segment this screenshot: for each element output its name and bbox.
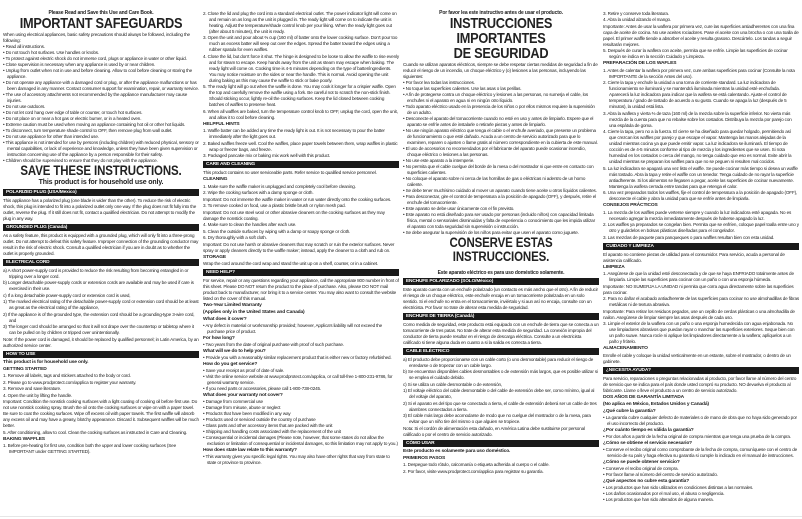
paragraph: Wrap the cord around the cord wrap and stand the unit up on a shelf, counter, or in a cabinet. (203, 261, 379, 266)
numbered-item: 4. Open the unit by lifting the handle. (3, 392, 72, 398)
numbered-item: 2. Please go to www.prodprotect.com/applica to register your warranty. (3, 379, 137, 385)
numbered-item: 1. Waffle batter can be added any time the ready light is out. It is not necessary to pour the batter immediately after the light goes out. (203, 128, 385, 139)
numbered-item: 6. Una vez preparados todos los waffles, fije el control de temperatura a la posición de apagado (OFF), desconecte el cable y abra la unidad para que se enfríe antes de limpiarla. (603, 190, 798, 201)
numbered-item: a) El producto debe proporcionarse con un cable corto (o uno desmontable) para reducir el riesgo de enredarse o de tropezar con un cable largo. (403, 356, 594, 368)
section-header: CARE AND CLEANING (203, 161, 399, 168)
subheading: This product is for household use only. (3, 359, 89, 365)
numbered-item: 1. Make sure the waffle maker is unplugged and completely cool before cleaning. (203, 183, 356, 189)
numbered-item: 3) El cable más largo debe acomodarse de modo que no cuelgue del mostrador o de la mesa, para evitar que un niño tire del mismo o que alguien se tropiece. (403, 413, 591, 424)
subheading: CONSEJOS PRÁCTICOS (603, 203, 658, 208)
numbered-item: 1. Antes de calentar la waflera por primera vez, cure ambas superficies para cocinar (Consulte la nota IMPORTANTE de la sección Antes del uso). (603, 67, 795, 79)
subheading: Two-Year Limited Warranty (203, 303, 262, 308)
bullet-item: • Read all instructions. (3, 43, 45, 49)
column-spanish-usage-warranty (603, 10, 799, 503)
subheading: CLEANING (203, 177, 228, 182)
paragraph: For service, repair or any questions regarding your appliance, call the appropriate 800 number in front of this sheet. Please DO NOT return the product to the place of purchase. Also, please DO NOT mail product back to manufacturer, nor bring it to a service center. You may also want to consult the website listed on the cover of this manual. (203, 278, 399, 301)
subheading: (No aplica en México, Estados Unidos y Canadá) (603, 401, 709, 407)
bullet-item: • Any defect in material or workmanship provided; however, Applica's liability will not exceed the purchase price of product. (203, 323, 383, 334)
save-instructions-banner: SAVE THESE INSTRUCTIONS. (20, 162, 182, 178)
numbered-item: 6. Dry thoroughly with a soft cloth. (203, 235, 267, 240)
numbered-item: 4. Close the lid, but don't force it shut. The hinge is designed to be loose to allow the waffle to rise evenly and for steam to escape. Keep hands away from the unit as steam may escape when baking. The ready light will come on. Cooking time is 4-5 minutes depending on the type of batter/ingredients. You may notice moisture on the sides or near the handle. This is normal. Avoid opening the unit during baking as this may cause the waffle to stick or bake poorly. (203, 53, 400, 83)
bullet-item: • Por favor lea todas las instrucciones. (403, 79, 475, 85)
bullet-item: • Shipping and handling costs associated with the replacement of the unit (203, 429, 341, 434)
bullet-item: • Conserve el recibo original como comprobante de la fecha de compra, comuníquese con el centro de servicio de su país y haga efectiva su garantía si cumple lo indicado en el manual de instrucciones. (603, 446, 797, 458)
bullet-item: • The use of accessory attachments not recommended by the appliance manufacturer may cause injuries. (3, 91, 188, 103)
subheading: LIMPIEZA (603, 264, 625, 270)
section-header: POLARIZED PLUG (USA/Mexico) (3, 189, 199, 196)
subheading: ¿Cómo se puede obtener servicio? (603, 459, 680, 465)
numbered-item: 3) The longer cord should be arranged so that it will not drape over the countertop or tabletop where it can be pulled on by children or tripped over unintentionally. (3, 324, 194, 335)
numbered-item: b) Se encuentran disponibles cables desmontables o de extensión más largos, que es posible utilizar si se emplea el cuidado debido. (403, 369, 598, 380)
section-header: ¿NECESITA AYUDA? (603, 367, 799, 374)
paragraph: Important: Do not use harsh or abrasive cleaners that may scratch or ruin the exterior surfaces. Never spray or apply cleaners directly to the waffle maker; instead, apply the cleaner to a cloth and rub on. (203, 241, 395, 253)
column-english-safeguards (3, 4, 199, 455)
bullet-item: • To protect against electric shock do not immerse cord, plugs or appliance in water or other liquid. (3, 55, 187, 61)
section-header: ELECTRICAL CORD (3, 259, 199, 266)
numbered-item: 5. The ready light will go out when the waffle is done. You may cook it longer for a crispier waffle. Open the top and carefully remove the waffle using a fork. Be careful not to scratch the non-stick finish. Should sticking occur, lightly re-oil the cooking surfaces. Keep the lid closed between cooking batches of waffles to preserve heat. (203, 84, 396, 107)
numbered-item: 2. Para no dañar el acabado antiadherente de las superficies para cocinar no use almohadillas de fibras metálicas ni de textura abrasiva. (603, 296, 799, 307)
bullet-item: • No use este aparato a la intemperie. (403, 157, 475, 163)
numbered-item: 2. Wipe the cooking surfaces with a damp sponge or cloth. (203, 190, 314, 195)
subheading: For how long? (203, 336, 235, 341)
section-header: CUIDADO Y LIMPIEZA (603, 243, 799, 250)
bullet-item: • To disconnect, turn temperature shade control to OFF, then remove plug from wall outlet. (3, 127, 173, 133)
numbered-item: 5. After conditioning, allow to cool. Clean the cooking surfaces as instructed in Care and Cleaning. (3, 429, 188, 435)
paragraph: El aparato no contiene piezas de utilidad para el consumidor. Para servicio, acuda a personal de asistencia calificado. (603, 251, 785, 263)
bullet-item: • No use ningún aparato eléctrico que tenga el cable o el enchufe averiado, que presente un problema de funcionamiento o que esté dañado. Acuda a un centro de servicio autorizado para que lo examinen, reparen o ajusten o llame gratis al número correspondiente en la cubierta de este manual. (403, 127, 598, 145)
paragraph: Como medida de seguridad, este producto está equipado con un enchufe de tierra que se conecta a un tomacorriente de tres patas. No trate de alterar esta medida de seguridad. La conexión impropia del conductor de tierra puede resultar en el riesgo de descarga eléctrica. Consulte a un electricista calificado si tiene alguna duda en cuanto a si la salida es correcta a tierra. (403, 321, 599, 345)
subheading: What does it cover? (203, 317, 247, 322)
bullet-item: • La garantía cubre cualquier defecto de materiales o de mano de obra que no haya sido generado por el uso incorrecto del producto. (603, 414, 797, 426)
paragraph: Para servicio, reparaciones o preguntas relacionadas al producto, por favor llame al número del centro de servicio que se indica para el país donde usted compró su producto. NO devuelva el producto al fabricante. Llame o lleve el producto a un centro de servicio autorizado. (603, 375, 797, 393)
subheading: ¿Por cuánto tiempo es válida la garantía? (603, 427, 694, 433)
numbered-item: a) A short power-supply cord is provided to reduce the risk resulting from becoming entangled in or tripping over a longer cord. (3, 267, 189, 279)
paragraph: Important: Do not immerse the waffle maker in water or run water directly onto the cooking surfaces. (203, 196, 392, 202)
bullet-item: • Consequential or incidental damages (Please note, however, that some states do not allow the exclusion or limitation of consequential or incidental damages, so this limitation may not apply to you.) (203, 435, 398, 446)
bullet-item: • Todo aparato eléctrico usado en la presencia de los niños o por ellos mismos requiere la supervisión de un adulto. (403, 103, 595, 115)
bullet-item: • Por dos años a partir de la fecha original de compra mientras que tenga una prueba de la compra. (603, 433, 791, 439)
bullet-item: • Este aparato no está diseñado para ser usado por personas (incluido niños) con capacidad limitada física, mental o sensoriales disminuidas y falta de experiencia o conocimiento que les impida utilizar el aparato con toda seguridad sin supervisión o instrucción. (403, 211, 595, 229)
numbered-item: 1) El voltaje eléctrico del cable desmontable o del cable de extensión debe ser, como mínimo, igual al del voltaje del aparato, (403, 388, 595, 399)
bullet-item: • Damage from commercial use (203, 399, 263, 404)
numbered-item: 4. Cierre la tapa, pero no a la fuerza. El cierre se ha diseñado para quedar holgado, permitiendo así que crezcan los waffles por parejo y que escape el vapor. Mantenga las manos alejadas de la unidad mientras cocina ya que puede emitir vapor. La luz indicadora se iluminará. El tiempo de cocción es de 4-5 minutos conforme al tipo de mezcla y los ingredientes que se usen. Si nota humedad en los costados o cerca del mango, no tenga cuidado que eso es normal. Evite abrir la unidad mientras se preparan los waffles para que no se peguen ni resulten mal cocidos. (603, 129, 792, 164)
subtitle: Please Read and Save this Use and Care Book. (48, 10, 154, 16)
paragraph: As a safety feature, this product is equipped with a grounded plug, which will only fit into a three-prong outlet. Do not attempt to defeat this safety feature. Improper connection of the grounding conductor may result in the risk of electric shock. Consult a qualified electrician if you are in doubt as to whether the outlet is properly grounded. (3, 232, 199, 256)
numbered-item: 3. Packaged pancake mix or baking mix work well with this product. (203, 153, 331, 158)
numbered-item: 3. Retire y conserve toda literatura. (603, 10, 669, 16)
bullet-item: • No coloque el aparato sobre ni cerca de las hornillas de gas o eléctricas ni adentro de un horno caliente. (403, 175, 586, 187)
numbered-item: 5. Después de curar la waflera con aceite, permita que se enfríe. Limpie las superficies de cocinar según se indica en la sección Cuidado y Limpieza. (603, 48, 788, 59)
column-english-usage-warranty (203, 10, 399, 466)
paragraph: Importante: NO SUMERJA LA UNIDAD ni permita que corra agua directamente sobre las superficies para cocinar. (603, 283, 794, 295)
paragraph: Nota: Si el cordón de alimentación esta dañado, en América Latina debe sustituirse por personal calificado o por el centro de servicio autorizado. (403, 425, 585, 437)
paragraph: Importante: Antes de usar la waflera por primera vez, cure las superficies antiadherentes con una fina capa de aceite de cocina. No use aceites rociadores. Pase el aceite con una brocha o con una toalla de papel. El primer waffle tiende a absorber el aceite y resulta grasoso. Descártelo. Los tandas a seguir resultarán mejores. (603, 23, 799, 47)
section-title: INSTRUCCIONES IMPORTANTES (449, 15, 553, 47)
paragraph: Cuando se utilizan aparatos eléctricos, siempre se debe respetar ciertas medidas de seguridad a fin de reducir el riesgo de un incendio, un choque eléctrico y (o) lesiones a las personas, incluyendo las siguientes: (403, 61, 598, 79)
section-header: ENCHUFE DE TIERRA (Canadá) (403, 313, 599, 320)
numbered-item: 2. Los waffles ya preparados se congelan bien. Permita que se enfríen, coloque papel toalla entre uno y otro y guárdelos en bolsas plásticas diseñadas para el congelador. (603, 222, 799, 233)
subheading: HELPFUL HINTS (203, 121, 240, 127)
numbered-item: 4. Abra la unidad alzando el mango. (603, 17, 672, 22)
numbered-item: c) Si se utiliza un cable desmontable o de extensión, (403, 381, 503, 387)
bullet-item: • Do not use appliance for other than intended use. (3, 133, 99, 139)
numbered-item: 3. Open the unit and pour about ⅔ cup (160 ml) of batter onto the lower cooking surface. Don't pour too much as excess batter will seep out over the edges. Spread the batter toward the edges using a rubber spatula for even waffles. (203, 35, 398, 52)
subheading: What does your warranty not cover? (203, 393, 283, 398)
bullet-item: • Products used or serviced outside the country of purchase (203, 417, 316, 422)
bullet-item: • Do not touch hot surfaces. Use handles or knobs. (3, 49, 99, 55)
subheading: How does state law relate to this warranty? (203, 448, 297, 453)
numbered-item: 5. Clean the outside surfaces by wiping with a damp or soapy sponge or cloth. (203, 228, 351, 234)
numbered-item: c) If a long detachable power-supply cord or extension cord is used, (3, 292, 131, 298)
section-title: DE SEGURIDAD (453, 45, 549, 62)
numbered-item: 1. Despegue todo rótulo, calcomanía o etiqueta adherida al cuerpo o el cable. (403, 462, 550, 467)
section-header: ENCHUFE POLARIZADO (SÓLO/México) (403, 278, 599, 285)
numbered-item: 1. La mezcla de los waffles puede verterse siempre y cuando la luz indicadora esté apagada. No es necesario agregar la mezcla inmediatamente después de haberse apagado la luz. (603, 209, 792, 221)
subheading: ¿Qué cubre la garantía? (603, 408, 656, 414)
bullet-item: • This appliance is not intended for use by persons (including children) with reduced physical, sensory or mental capabilities, or lack of experience and knowledge, unless they have been given supervision or instruction concerning use of the appliance by a person responsible for their safety. (3, 139, 199, 157)
subheading: How do you get service? (203, 362, 258, 367)
section-header: CABLE ELÉCTRICO (403, 348, 599, 355)
numbered-item: 3. Las mezclas de paquete para panqueques o para waffles resultan bien con esta unidad. (603, 234, 775, 240)
paragraph: This product contains no user serviceable parts. Refer service to qualified service personnel. (203, 170, 377, 175)
subheading: STORAGE (203, 254, 227, 260)
paragraph: Este aparato cuenta con un enchufe polarizado (un contacto es más ancho que el otro). A fin de reducir el riesgo de un choque eléctrico, este enchufe encaja en un tomacorriente polarizada en un solo sentido. Si el enchufe no entra en el tomacorriente, inviértalo y si aun así no encaja, consulte con un electricista. Por favor no trate de alterar esta medida de seguridad. (403, 286, 598, 310)
bullet-item: • Close supervision is necessary when any appliance is used by or near children. (3, 61, 156, 67)
subheading: ¿Qué aspectos no cubre esta garantía? (603, 478, 690, 484)
section-header: GROUNDED PLUG (Canada) (3, 224, 199, 231)
subheading: ALMACENAMIENTO (603, 346, 648, 351)
bullet-item: • Products that have been modified in any way (203, 411, 291, 416)
numbered-item: 3. Remove and save literature. (3, 386, 62, 391)
paragraph: Enrolle el cable y coloque la unidad verticalmente en un estante, sobre el mostrador, o dentro de un gabinete. (603, 352, 791, 364)
section-header: HOW TO USE (3, 351, 199, 358)
numbered-item: 5. La luz indicadora se apagará una vez listo el waffle. Se puede cocinar más tiempo si desea un waffle más tostado. Abra la tapa y retire el waffle con un tenedor. Tenga cuidado de no rayar la superficie antiadherente. Si los alimentos se llegasen a pegar, aceite las superficies de cocinar nuevamente. Mantenga la waflera cerrada entre tandas para que retenga el calor. (603, 165, 798, 189)
numbered-item: 1. Asegúrese de que la unidad esté desconectada y de que se haya ENFRIADO totalmente antes de limpiarla. Limpie las superficies para cocinar con un paño o con una esponja húmeda. (603, 271, 794, 282)
subheading: GETTING STARTED (3, 366, 47, 372)
bullet-item: • Este aparato se debe usar únicamente con el fin previsto. (403, 205, 515, 211)
bullet-item: • Por favor llame al número del centro de servicio autorizado. (603, 471, 718, 477)
section-header: NEED HELP? (203, 269, 399, 276)
numbered-item: 2. Baked waffles freeze well. Cool the waffles, place paper towels between them, wrap waffles in plastic wrap or freezer bags, and freeze. (203, 140, 398, 152)
bullet-item: • Extreme caution must be used when moving an appliance containing hot oil or other hot liquids. (3, 121, 186, 127)
paragraph: When using electrical appliances, basic safety precautions should always be followed, including the following: (3, 31, 190, 43)
bullet-item: • Do not place on or near a hot gas or electric burner, or in a heated oven. (3, 115, 142, 121)
bullet-item: • Glass parts and other accessory items that are packed with the unit (203, 423, 333, 428)
subheading: PRIMEROS PASOS (403, 455, 446, 461)
page-bottom-divider (0, 516, 802, 517)
bullet-item: • Desconecte el aparato del tomacorriente cuando no esté en uso y antes de limpiarlo. Espere que el aparato se enfríe antes de instalarle o retirarle piezas y antes de limpiarlo. (403, 115, 594, 127)
subheading: (Applies only in the United States and Canada) (203, 310, 305, 315)
bullet-item: • El uso de accesorios no recomendados por el fabricante del aparato puede ocasionar incendio, choque eléctrico o lesiones a las personas. (403, 145, 586, 157)
bullet-item: • Children should be supervised to ensure that they do not play with the appliance. (3, 157, 158, 163)
numbered-item: b) Longer detachable power-supply cords or extension cords are available and may be used if care is exercised in their use. (3, 280, 194, 291)
numbered-item: 3. Limpie el exterior de la waflera con un paño o una esponja humedecida con agua enjabonada. No use limpiadores abrasivos que puedan rayar o manchar las superficies exteriores. Seque bien con un paño suave. Nunca rocíe ni aplique los limpiadores directamente a la waflera; aplíquelos a un paño y frótelo. (603, 321, 795, 344)
bullet-item: • Los daños ocasionados por el mal uso, el abuso o negligencia. (603, 490, 725, 496)
household-use-note: This product is for household use only. (38, 178, 164, 186)
bullet-item: • Se debe asegurar la supervisión de los niños para evitar que usen el aparato como juguete. (403, 229, 579, 235)
bullet-item: • No toque las superficies calientes. Use las asas o las perillas. (403, 85, 522, 91)
numbered-item: 1. Before pre-heating for first use, condition both the upper and lower cooking surfaces (See IMPORTANT under GETTING STARTED). (3, 443, 176, 454)
bullet-item: • Los productos que han sido alterados de alguna manera. (603, 496, 714, 502)
subheading: DOS AÑOS DE GARANTÍA LIMITADA (603, 394, 685, 400)
numbered-item: 4. Make sure to clean the handles after each use. (203, 222, 297, 227)
bullet-item: • Visit the online service website at www.prodprotect.com/applica, or call toll-free 1-800-231-9786, for general warranty service. (203, 374, 393, 385)
bullet-item: • This warranty gives you specific legal rights. You may also have other rights that vary from state to state or province to province. (203, 454, 390, 465)
save-instructions-banner: CONSERVE ESTAS INSTRUCCIONES. (449, 234, 553, 264)
paragraph: Note: If the power cord is damaged, it should be replaced by qualified personnel; in Latin America, by an authorized service center. (3, 336, 199, 348)
section-header: CÓMO USAR (403, 440, 599, 447)
column-spanish-safeguards (403, 4, 599, 475)
bullet-item: • Do not operate any appliance with a damaged cord or plug, or after the appliance malfunctions or has been damaged in any manner. Contact consumer support for examination, repair, or warranty service. (3, 79, 199, 91)
paragraph: Important: Condition the nonstick cooking surfaces with a light coating of cooking oil before first use. Do not use nonstick cooking spray. Brush the oil onto the cooking surfaces or wipe on with a paper towel. Be sure to coat the cooking surfaces. Wipe off excess oil with paper towels. The first waffle will absorb any excess oil and may have a greasy, blotchy appearance. Discard it. Subsequent waffles will be much better. (3, 399, 199, 428)
numbered-item: 3. To remove cooked on food, use a plastic bristle brush or nylon mesh pad. (203, 203, 346, 208)
bullet-item: • Save your receipt as proof of date of sale. (203, 368, 285, 373)
paragraph: Importante: Para retirar los residuos pegados, use un cepillo de cerdas plásticas o una almohadilla de nailon. Asegúrese de limpiar siempre las asas después de cada uso. (603, 308, 795, 320)
bullet-item: • Se debe tener muchísimo cuidado al mover un aparato cuando tiene aceite u otros líquidos calientes. (403, 187, 597, 193)
numbered-item: 2) Si el aparato es del tipo que se conectado a tierra, el cable de extensión deberá ser un cable de tres alambres connectados a tierra. (403, 400, 597, 412)
section-title: IMPORTANT SAFEGUARDS (19, 15, 183, 32)
subtitle: Por favor lea este instructivo antes de usar el producto. (439, 10, 563, 16)
bullet-item: • Provide you with a reasonably similar replacement product that is either new or factory refurbished. (203, 355, 392, 360)
paragraph: This appliance has a polarized plug (one blade is wider than the other). To reduce the risk of electric shock, this plug is intended to fit into a polarized outlet only one way. If the plug does not fit fully into the outlet, reverse the plug. If it still does not fit, contact a qualified electrician. Do not attempt to modify the plug in any way. (3, 197, 197, 221)
subtitle: Este aparato eléctrico es para uso doméstico solamente. (437, 269, 565, 276)
bullet-item: • A fin de protegerse contra un choque eléctrico y lesiones a las personas, no sumerja el cable, los enchufes ni el aparato en agua ni en ningún otro líquido. (403, 91, 589, 103)
numbered-item: 2) If the appliance is of the grounded type, the extension cord should be a grounding-type 3-wire cord, and (3, 311, 195, 323)
numbered-item: 2. Cierre la tapa y enchufe la unidad a una toma de corriente standard. La luz indicadora de funcionamiento se iluminará y se mantendrá iluminada mientras la unidad esté enchufada. Aparecerá la luz indicadora para indicar que la waflera se está calentando. Ajuste el control de temperatura / grado de tostado de acuerdo a su gusto. Cuando se apaga la luz (después de 5 minutos), la unidad está lista. (603, 80, 787, 109)
bullet-item: • Los productos que han sido utilizados en condiciones distintas a las normales. (603, 484, 754, 490)
bullet-item: • Do not let cord hang over edge of table or counter, or touch hot surfaces. (3, 109, 143, 115)
bullet-item: • Two years from the date of original purchase with proof of such purchase. (203, 342, 344, 347)
paragraph: Important: Do not use steel wool or other abrasive cleaners on the cooking surfaces as they may damage the nonstick coating. (203, 209, 385, 221)
subheading: ¿Cómo se obtiene el servicio necesario? (603, 440, 693, 446)
subheading: BAKING WAFFLES (3, 436, 45, 442)
numbered-item: 1. Remove all labels, tags and stickers attached to the body or cord. (3, 373, 131, 378)
subheading: PREPARACIÓN DE LOS WAFLES (603, 61, 677, 66)
bullet-item: • Damage from misuse, abuse or neglect (203, 405, 281, 410)
numbered-item: 3. Abra la waflera y vierta ⅔ de taza (160 ml) de la mezcla sobre la superficie inferior. No vierta más mezcla de la cuenta para que no rebalse sobre los costados. Distribuya la mezcla por parejo con una espátula de goma. (603, 110, 792, 128)
bullet-item: • Do not use outdoors. (3, 103, 46, 109)
numbered-item: 2. Close the lid and plug the cord into a standard electrical outlet. The power indicator light will come on and remain on as long as the unit is plugged in. The ready light will come on to indicate the unit is heating. Adjust the temperature/shade control knob per your liking. When the ready light goes out (after about 5 minutes), the unit is ready. (203, 10, 397, 34)
bullet-item: • Unplug from outlet when not in use and before cleaning. Allow to cool before cleaning or storing the appliance. (3, 67, 193, 79)
bullet-item: • No permita que el cable cuelgue del borde de la mesa o del mostrador ni que entre en contacto con superficies calientes. (403, 163, 594, 175)
numbered-item: 1) The marked electrical rating of the detachable power-supply cord or extension cord should be at least as great as the electrical rating of the appliance, (3, 299, 199, 310)
numbered-item: 6. When all waffles are baked, turn the temperature control knob to OFF, unplug the cord, open the unit, and allow it to cool before cleaning. (203, 108, 398, 120)
bullet-item: • If you need parts or accessories, please call 1-800-738-0245. (203, 386, 322, 391)
bullet-item: • Para desconectar, gire el control de temperatura a la posición de apagado (OFF), y después, retire el enchufe del tomacorriente. (403, 193, 596, 205)
subheading: Este producto es solamente para uso doméstico. (403, 448, 511, 454)
bullet-item: • Conserve el recibo original de compra. (603, 465, 679, 471)
numbered-item: 2. Por favor, visite www.prodprotect.com/applica para registrar su garantía. (403, 468, 544, 474)
subheading: What will we do to help you? (203, 349, 266, 354)
